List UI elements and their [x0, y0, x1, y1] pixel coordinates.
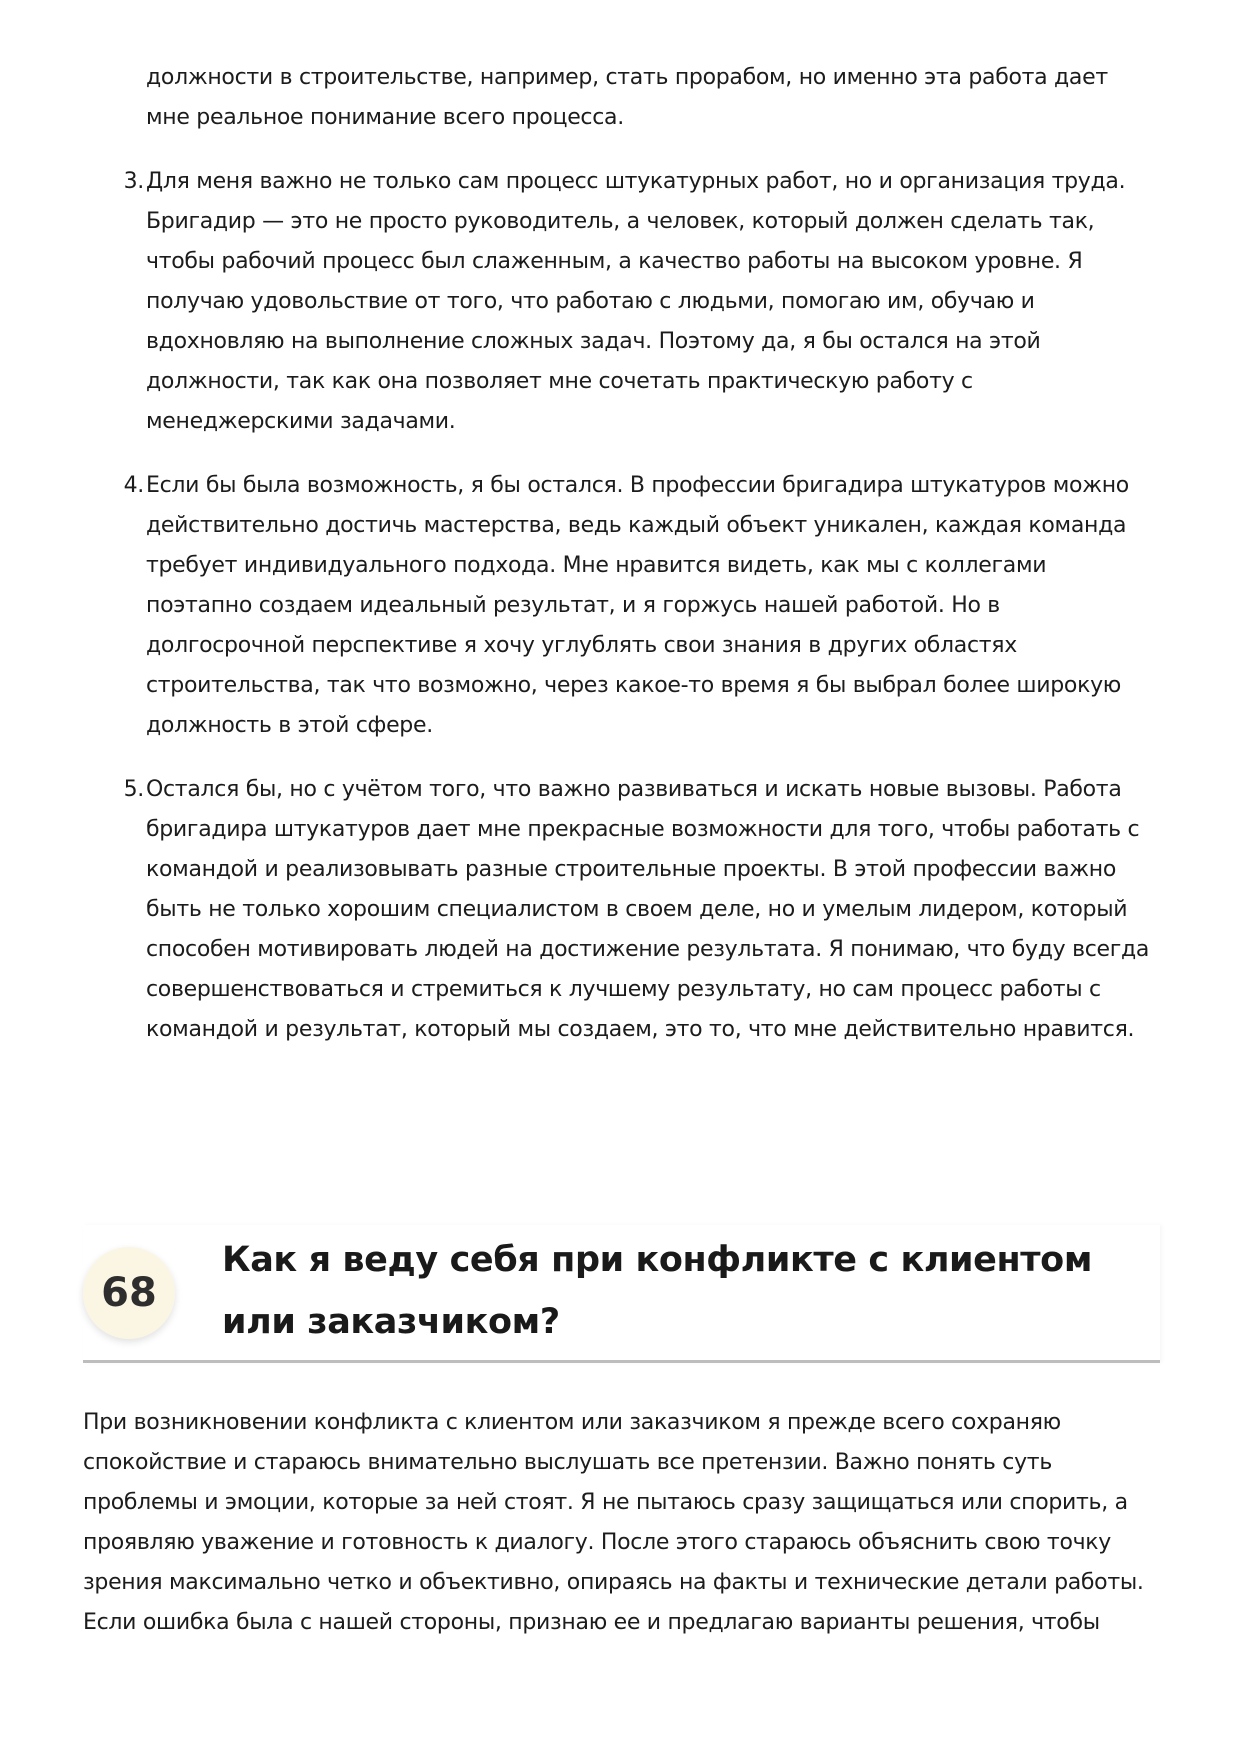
question-number-badge: 68: [83, 1247, 175, 1339]
question-answer-text: При возникновении конфликта с клиентом или заказчиком я прежде всего сохраняю спокойствие и стараюсь внимательно выслушать все претензии. Важно понять суть проблемы и эмоции, которые за ней стоят. Я не пытаюсь сразу защищаться или спорить, а проявляю уважение и готовность к диалогу. После этого стараюсь объяснить свою точку зрения максимально четко и объективно, опираясь на факты и технические детали работы. Если ошибка была с нашей стороны, признаю ее и предлагаю варианты решения, чтобы: [83, 1410, 1144, 1635]
previous-answer-continuation: должности в строительстве, например, стать прорабом, но именно эта работа дает мне реальное понимание всего процесса.: [146, 65, 1108, 130]
answer-text: Если бы была возможность, я бы остался. В профессии бригадира штукатуров можно действительно достичь мастерства, ведь каждый объект уникален, каждая команда требует индивидуального подхода. Мне нравится видеть, как мы с коллегами поэтапно создаем идеальный результат, и я горжусь нашей работой. Но в долгосрочной перспективе я хочу углублять свои знания в других областях строительства, так что возможно, через какое-то время я бы выбрал более широкую должность в этой сфере.: [146, 473, 1129, 738]
question-header: [83, 1225, 1160, 1363]
answer-text: Для меня важно не только сам процесс штукатурных работ, но и организация труда. Бригадир — это не просто руководитель, а человек, который должен сделать так, чтобы рабочий процесс был слаженным, а качество работы на высоком уровне. Я получаю удовольствие от того, что работаю с людьми, помогаю им, обучаю и вдохновляю на выполнение сложных задач. Поэтому да, я бы остался на этой должности, так как она позволяет мне сочетать практическую работу с менеджерскими задачами.: [146, 169, 1126, 434]
answer-number: 5.: [123, 777, 144, 802]
answer-item-5: [123, 770, 1156, 1050]
answer-list: [123, 162, 1156, 1074]
answer-number: 4.: [123, 473, 144, 498]
answer-number: 3.: [123, 169, 144, 194]
answer-text: Остался бы, но с учётом того, что важно развиваться и искать новые вызовы. Работа бригадира штукатуров дает мне прекрасные возможности для того, чтобы работать с командой и реализовывать разные строительные проекты. В этой профессии важно быть не только хорошим специалистом в своем деле, но и умелым лидером, который способен мотивировать людей на достижение результата. Я понимаю, что буду всегда совершенствоваться и стремиться к лучшему результату, но сам процесс работы с командой и результат, который мы создаем, это то, что мне действительно нравится.: [146, 777, 1150, 1042]
answer-item-4: [123, 466, 1156, 746]
question-title: Как я веду себя при конфликте с клиентом или заказчиком?: [222, 1240, 1093, 1342]
answer-item-3: [123, 162, 1156, 442]
